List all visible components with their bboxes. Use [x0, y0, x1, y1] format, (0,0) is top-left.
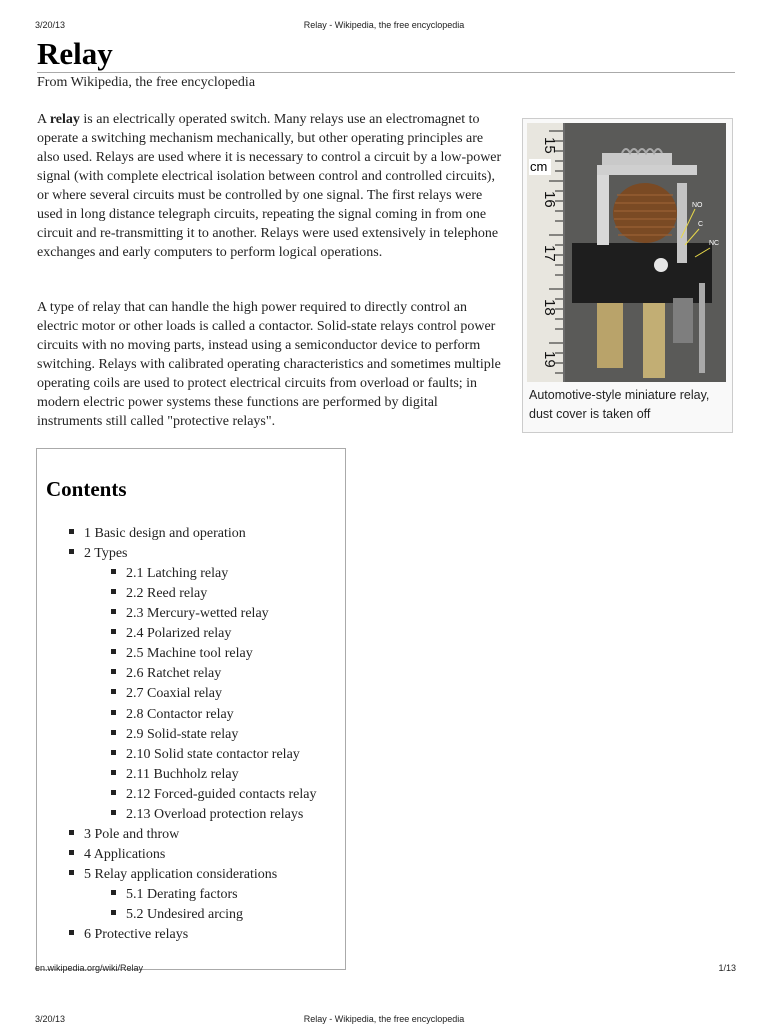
toc-link[interactable]: 2.11 Buchholz relay [126, 767, 239, 782]
label-no: NO [692, 202, 703, 209]
toc-item-2[interactable] [69, 544, 127, 564]
toc-link[interactable]: 2.1 Latching relay [126, 566, 229, 581]
bullet-icon [111, 649, 116, 654]
bullet-icon [111, 609, 116, 614]
bullet-icon [111, 710, 116, 715]
toc-item-5-1[interactable] [111, 885, 238, 905]
toc-item-3[interactable] [69, 825, 179, 845]
bullet-icon [69, 870, 74, 875]
contents-title: Contents [46, 477, 127, 501]
print-title: Relay - Wikipedia, the free encyclopedia [303, 20, 465, 30]
toc-link[interactable]: 2.13 Overload protection relays [126, 807, 304, 822]
page-number: 1/13 [718, 963, 736, 973]
bullet-icon [111, 790, 116, 795]
toc-link[interactable]: 2.9 Solid-state relay [126, 727, 239, 742]
bullet-icon [111, 569, 116, 574]
bullet-icon [111, 669, 116, 674]
bullet-icon [69, 930, 74, 935]
toc-item-2-6[interactable] [111, 664, 221, 684]
tagline: From Wikipedia, the free encyclopedia [37, 75, 256, 90]
ruler-mark-16: 16 [541, 191, 558, 208]
ruler-mark-17: 17 [541, 245, 558, 262]
toc-item-2-7[interactable] [111, 684, 222, 704]
bullet-icon [111, 629, 116, 634]
next-page-title: Relay - Wikipedia, the free encyclopedia [303, 1014, 465, 1024]
toc-link[interactable]: 3 Pole and throw [84, 827, 180, 842]
bullet-icon [111, 910, 116, 915]
bullet-icon [69, 850, 74, 855]
ruler-mark-15: 15 [541, 137, 558, 154]
next-page-date: 3/20/13 [35, 1014, 66, 1024]
toc-item-5-2[interactable] [111, 905, 243, 925]
relay-photo[interactable] [527, 123, 726, 382]
toc-item-2-8[interactable] [111, 705, 234, 725]
bullet-icon [69, 830, 74, 835]
relay-thumbnail [522, 118, 733, 433]
toc-link[interactable]: 4 Applications [84, 847, 166, 862]
toc-link[interactable]: 2.5 Machine tool relay [126, 646, 253, 661]
toc-item-2-9[interactable] [111, 725, 238, 745]
bullet-icon [69, 549, 74, 554]
title-divider [37, 72, 735, 73]
toc-link[interactable]: 5 Relay application considerations [84, 867, 278, 882]
toc-link[interactable]: 2.6 Ratchet relay [126, 666, 222, 681]
toc-item-1[interactable] [69, 524, 246, 544]
toc-item-6[interactable] [69, 925, 188, 945]
toc-link[interactable]: 5.1 Derating factors [126, 887, 238, 902]
term-relay: relay [49, 112, 80, 127]
toc-item-4[interactable] [69, 845, 165, 865]
print-date: 3/20/13 [35, 20, 66, 30]
intro-paragraph [37, 110, 503, 262]
para1-rest: is an electrically operated switch. Many relays use an electromagnet to operate a switching mechanism mechanically, but other operating principles are also used. Relays are used where it is necessary to control a circuit by a low-power signal (with complete electrical isolation between control and controlled circuits), or where several circuits must be controlled by one signal. The first relays were used in long distance telegraph circuits, repeating the signal coming in from one circuit and re-transmitting it to another. Relays were used extensively in telephone exchanges and early computers to perform logical operations. [37, 112, 502, 260]
label-c: C [698, 221, 704, 228]
toc-link[interactable]: 2 Types [84, 546, 128, 561]
bullet-icon [111, 589, 116, 594]
bullet-icon [111, 890, 116, 895]
toc-item-2-12[interactable] [111, 785, 317, 805]
second-paragraph: A type of relay that can handle the high power required to directly control an electric motor or other loads is called a contactor. Solid-state relays control power circuits with no moving parts, instead using a semiconductor device to perform switching. Relays with calibrated operating characteristics and sometimes multiple operating coils are used to protect electrical circuits from overload or faults; in modern electric power systems these functions are performed by digital instruments still called "protective relays". [37, 300, 501, 429]
bullet-icon [111, 689, 116, 694]
table-of-contents [36, 448, 346, 970]
toc-link[interactable]: 1 Basic design and operation [84, 526, 246, 541]
toc-item-2-4[interactable] [111, 624, 231, 644]
bullet-icon [111, 770, 116, 775]
toc-link[interactable]: 5.2 Undesired arcing [126, 907, 244, 922]
label-nc: NC [709, 240, 720, 247]
toc-link[interactable]: 2.3 Mercury-wetted relay [126, 606, 269, 621]
toc-link[interactable]: 2.12 Forced-guided contacts relay [126, 787, 317, 802]
toc-item-5[interactable] [69, 865, 277, 885]
footer-url: en.wikipedia.org/wiki/Relay [35, 963, 144, 973]
bullet-icon [111, 730, 116, 735]
page-title: Relay [37, 36, 113, 71]
ruler-mark-19: 19 [541, 351, 558, 368]
toc-item-2-1[interactable] [111, 564, 228, 584]
para1-lead: A [37, 112, 50, 127]
ruler-mark-18: 18 [541, 299, 558, 316]
toc-item-2-5[interactable] [111, 644, 253, 664]
ruler-unit: cm [530, 159, 548, 174]
toc-link[interactable]: 2.7 Coaxial relay [126, 686, 223, 701]
image-caption: Automotive-style miniature relay, dust cover is taken off [529, 388, 710, 421]
toc-link[interactable]: 2.8 Contactor relay [126, 707, 234, 722]
bullet-icon [111, 810, 116, 815]
bullet-icon [111, 750, 116, 755]
toc-link[interactable]: 2.10 Solid state contactor relay [126, 747, 300, 762]
toc-link[interactable]: 2.4 Polarized relay [126, 626, 232, 641]
toc-item-2-2[interactable] [111, 584, 207, 604]
toc-item-2-11[interactable] [111, 765, 239, 785]
bullet-icon [69, 529, 74, 534]
toc-item-2-3[interactable] [111, 604, 269, 624]
toc-item-2-13[interactable] [111, 805, 303, 825]
toc-link[interactable]: 2.2 Reed relay [126, 586, 208, 601]
toc-link[interactable]: 6 Protective relays [84, 927, 189, 942]
toc-item-2-10[interactable] [111, 745, 300, 765]
